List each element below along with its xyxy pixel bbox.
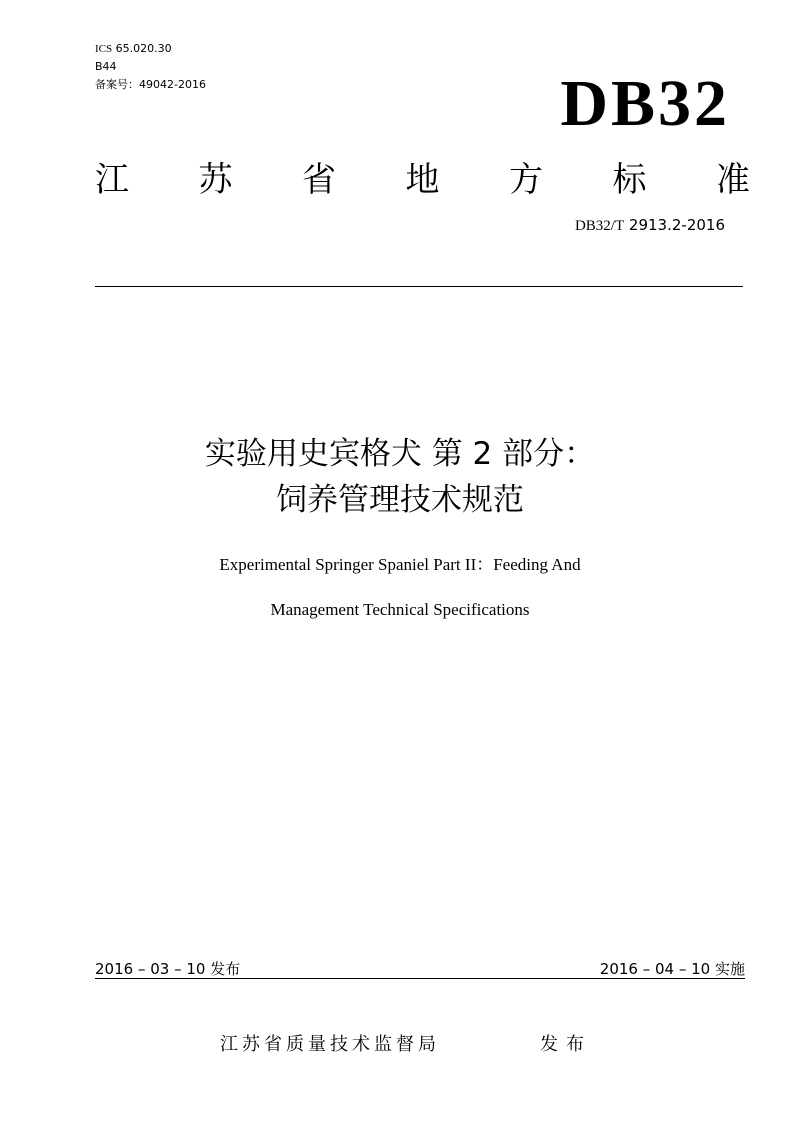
publisher-name: 江苏省质量技术监督局 — [220, 1034, 440, 1055]
title-char: 苏 — [198, 159, 233, 200]
chinese-title-line-2: 饲养管理技术规范 — [276, 482, 524, 518]
standard-number — [500, 216, 725, 235]
ics-code — [95, 40, 172, 58]
title-char: 方 — [509, 159, 543, 200]
issue-date: 2016 – 03 – 10 发布 — [95, 960, 241, 978]
top-divider — [95, 286, 743, 287]
title-char: 江 — [95, 159, 129, 200]
ics-number: 65.020.30 — [115, 42, 172, 55]
classification-code: B44 — [95, 60, 117, 73]
record-number: 备案号：49042-2016 — [95, 78, 206, 91]
english-title-line-2: Management Technical Specifications — [270, 600, 530, 619]
standard-number-code: 2913.2-2016 — [628, 216, 725, 234]
bottom-divider — [95, 978, 745, 979]
db32-logo: DB32 — [560, 67, 730, 140]
title-char: 标 — [612, 159, 647, 200]
english-title-line-1: Experimental Springer Spaniel Part II：Feeding And — [219, 555, 581, 574]
ics-label: ICS — [95, 43, 113, 55]
publisher-suffix: 发布 — [540, 1034, 592, 1055]
title-char: 省 — [302, 159, 336, 200]
chinese-title-line-1: 实验用史宾格犬 第 2 部分： — [204, 436, 596, 472]
title-char: 准 — [716, 159, 750, 200]
standard-number-prefix: DB32/T — [574, 218, 625, 234]
implementation-date: 2016 – 04 – 10 实施 — [599, 960, 745, 978]
title-char: 地 — [405, 159, 440, 200]
standard-type-title — [95, 150, 750, 202]
